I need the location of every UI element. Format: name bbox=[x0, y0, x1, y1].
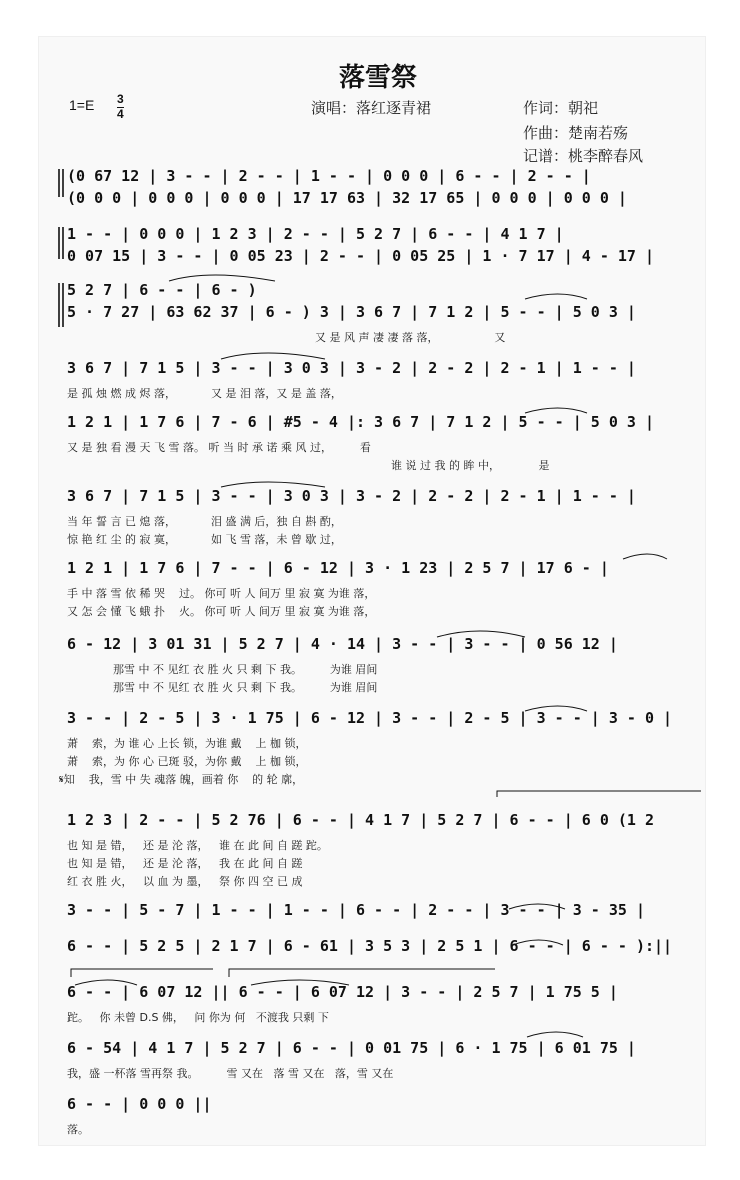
lyric-line: 手 中 落 雪 依 稀 哭 过。 你可 听 人 间万 里 寂 寞 为谁 落， bbox=[67, 587, 376, 600]
score-line: 6 - 12 | 3 01 31 | 5 2 7 | 4 · 14 | 3 - - | 3 - - | 0 56 12 | bbox=[67, 635, 618, 653]
lyric-line: 惊 艳 红 尘 的 寂 寞， 如 飞 雪 落，未 曾 歇 过， bbox=[67, 533, 342, 546]
score-line: 3 6 7 | 7 1 5 | 3 - - | 3 0 3 | 3 - 2 | 2 - 2 | 2 - 1 | 1 - - | bbox=[67, 487, 636, 505]
score-line: 3 6 7 | 7 1 5 | 3 - - | 3 0 3 | 3 - 2 | 2 - 2 | 2 - 1 | 1 - - | bbox=[67, 359, 636, 377]
lyric-line: 萧 索，为 谁 心 上长 锁，为谁 戴 上 枷 锁， bbox=[67, 737, 307, 750]
lyric-line: 落。 bbox=[67, 1123, 89, 1136]
lyric-line: 𝄋知 我，雪 中 失 魂落 魄，画着 你 的 轮 廓， bbox=[59, 773, 304, 786]
score-line: 6 - - | 5 2 5 | 2 1 7 | 6 - 61 | 3 5 3 | 2 5 1 | 6 - - | 6 - - ):|| bbox=[67, 937, 673, 955]
time-signature-top: 3 bbox=[117, 92, 124, 106]
lyric-line: 又 怎 会 懂 飞 蛾 扑 火。 你可 听 人 间万 里 寂 寞 为谁 落， bbox=[67, 605, 376, 618]
lyric-line: 又 是 独 看 漫 天 飞 雪 落。 听 当 时 承 诺 乘 风 过， 看 bbox=[67, 441, 371, 454]
score-line: 0 07 15 | 3 - - | 0 05 23 | 2 - - | 0 05 25 | 1 · 7 17 | 4 - 17 | bbox=[67, 247, 654, 265]
score-line: 1 2 3 | 2 - - | 5 2 76 | 6 - - | 4 1 7 | 5 2 7 | 6 - - | 6 0 (1 2 bbox=[67, 811, 654, 829]
key-signature: 1=E bbox=[69, 97, 95, 113]
lyric-line: 我，盛 一杯落 雪再祭 我。 雪 又在 落 雪 又在 落，雪 又在 bbox=[67, 1067, 394, 1080]
score-line: (0 0 0 | 0 0 0 | 0 0 0 | 17 17 63 | 32 17 65 | 0 0 0 | 0 0 0 | bbox=[67, 189, 627, 207]
transcriber-credit: 记谱：桃李醉春风 bbox=[523, 147, 644, 165]
score-line: 6 - - | 6 07 12 || 6 - - | 6 07 12 | 3 - - | 2 5 7 | 1 75 5 | bbox=[67, 983, 618, 1001]
score-line: 1 - - | 0 0 0 | 1 2 3 | 2 - - | 5 2 7 | 6 - - | 4 1 7 | bbox=[67, 225, 564, 243]
lyric-line: 红 衣 胜 火， 以 血 为 墨， 祭 你 四 空 已 成 bbox=[67, 875, 303, 888]
lyricist-credit: 作词：朝祀 bbox=[523, 99, 599, 117]
lyric-line: 当 年 誓 言 已 熄 落， 泪 盛 满 后，独 自 斟 酌， bbox=[67, 515, 342, 528]
lyric-line: 萧 索，为 你 心 已斑 驳，为你 戴 上 枷 锁， bbox=[67, 755, 307, 768]
lyric-line: 那雪 中 不 见红 衣 胜 火 只 剩 下 我。 为谁 眉间 bbox=[113, 681, 378, 694]
score-line: 6 - 54 | 4 1 7 | 5 2 7 | 6 - - | 0 01 75 | 6 · 1 75 | 6 01 75 | bbox=[67, 1039, 636, 1057]
score-line: (0 67 12 | 3 - - | 2 - - | 1 - - | 0 0 0 | 6 - - | 2 - - | bbox=[67, 167, 591, 185]
lyric-line: 是 孤 烛 燃 成 烬 落， 又 是 泪 落，又 是 盖 落， bbox=[67, 387, 342, 400]
score-line: 6 - - | 0 0 0 || bbox=[67, 1095, 212, 1113]
singer-credit: 演唱：落红逐青裙 bbox=[311, 99, 432, 117]
lyric-line: 谁 说 过 我 的 眸 中， 是 bbox=[391, 459, 550, 472]
score-line: 5 2 7 | 6 - - | 6 - ) bbox=[67, 281, 257, 299]
lyric-line: 也 知 是 错， 还 是 沦 落， 我 在 此 间 自 蹉 bbox=[67, 857, 303, 870]
lyric-line: 跎。 你 未曾 D.S 佛， 问 你为 何 不渡我 只剩 下 bbox=[67, 1011, 329, 1024]
score-line: 1 2 1 | 1 7 6 | 7 - 6 | #5 - 4 |: 3 6 7 | 7 1 2 | 5 - - | 5 0 3 | bbox=[67, 413, 654, 431]
lyric-line: 也 知 是 错， 还 是 沦 落， 谁 在 此 间 自 蹉 跎。 bbox=[67, 839, 328, 852]
lyric-line: 那雪 中 不 见红 衣 胜 火 只 剩 下 我。 为谁 眉间 bbox=[113, 663, 378, 676]
lyric-line: 又 是 风 声 凄 凄 落 落， 又 bbox=[315, 331, 506, 344]
score-line: 3 - - | 2 - 5 | 3 · 1 75 | 6 - 12 | 3 - - | 2 - 5 | 3 - - | 3 - 0 | bbox=[67, 709, 673, 727]
score-sheet bbox=[38, 36, 706, 1146]
time-signature-bottom: 4 bbox=[117, 107, 124, 121]
composer-credit: 作曲：楚南若殇 bbox=[523, 124, 629, 142]
song-title: 落雪祭 bbox=[339, 63, 418, 93]
score-line: 1 2 1 | 1 7 6 | 7 - - | 6 - 12 | 3 · 1 23 | 2 5 7 | 17 6 - | bbox=[67, 559, 609, 577]
score-line: 3 - - | 5 - 7 | 1 - - | 1 - - | 6 - - | 2 - - | 3 - - | 3 - 35 | bbox=[67, 901, 645, 919]
score-line: 5 · 7 27 | 63 62 37 | 6 - ) 3 | 3 6 7 | 7 1 2 | 5 - - | 5 0 3 | bbox=[67, 303, 636, 321]
